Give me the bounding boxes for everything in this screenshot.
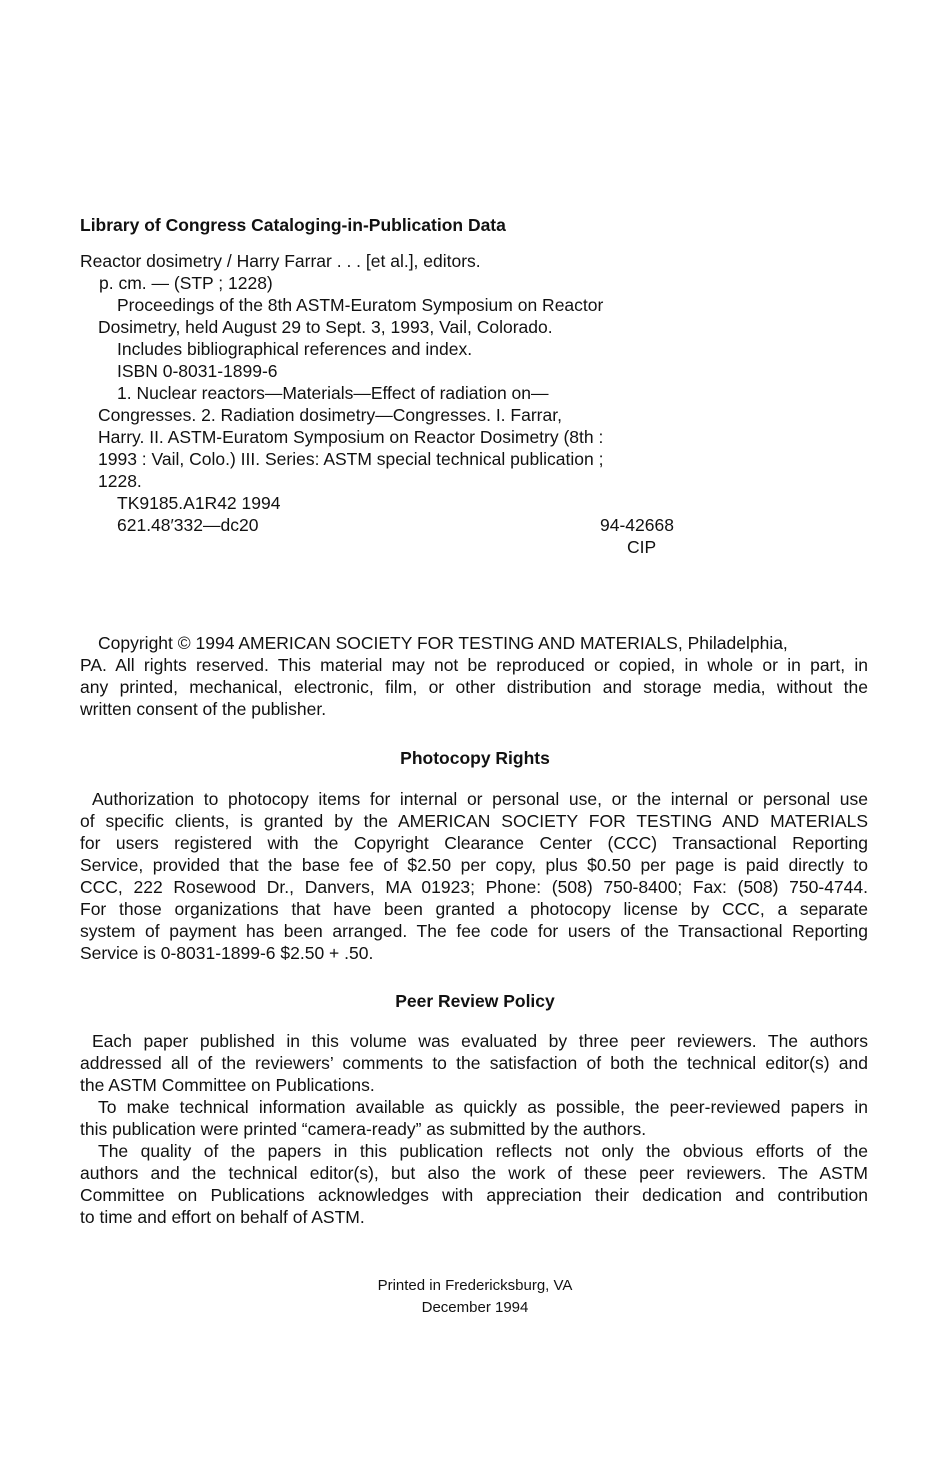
peer-review-line: The quality of the papers in this publication reflects not only the obvious efforts of the bbox=[98, 1141, 868, 1161]
copyright-line: any printed, mechanical, electronic, film, or other distribution and storage media, without the bbox=[80, 677, 868, 697]
peer-review-line: this publication were printed “camera-ready” as submitted by the authors. bbox=[80, 1119, 647, 1139]
peer-review-line: Each paper published in this volume was evaluated by three peer reviewers. The authors bbox=[92, 1031, 868, 1051]
cip-lc-number: 94-42668 bbox=[600, 515, 674, 535]
cip-line: Proceedings of the 8th ASTM-Euratom Symposium on Reactor bbox=[117, 295, 604, 315]
peer-review-line: to time and effort on behalf of ASTM. bbox=[80, 1207, 365, 1227]
cip-line: 1. Nuclear reactors—Materials—Effect of radiation on— bbox=[117, 383, 549, 403]
peer-review-line: authors and the technical editor(s), but also the work of these peer reviewers. The ASTM bbox=[80, 1163, 868, 1183]
photocopy-heading: Photocopy Rights bbox=[400, 748, 550, 768]
peer-review-line: addressed all of the reviewers’ comments to the satisfaction of both the technical editor(s) and bbox=[80, 1053, 868, 1073]
cip-line: 1993 : Vail, Colo.) III. Series: ASTM special technical publication ; bbox=[98, 449, 604, 469]
photocopy-line: system of payment has been arranged. The fee code for users of the Transactional Reporting bbox=[80, 921, 868, 941]
photocopy-line: Authorization to photocopy items for internal or personal use, or the internal or personal use bbox=[92, 789, 868, 809]
photocopy-line: for users registered with the Copyright Clearance Center (CCC) Transactional Reporting bbox=[80, 833, 868, 853]
cip-line: Includes bibliographical references and index. bbox=[117, 339, 473, 359]
cip-line: p. cm. — (STP ; 1228) bbox=[99, 273, 273, 293]
peer-review-line: To make technical information available as quickly as possible, the peer-reviewed papers in bbox=[98, 1097, 868, 1117]
peer-review-line: the ASTM Committee on Publications. bbox=[80, 1075, 375, 1095]
cip-line: Congresses. 2. Radiation dosimetry—Congresses. I. Farrar, bbox=[98, 405, 562, 425]
cip-line: Dosimetry, held August 29 to Sept. 3, 1993, Vail, Colorado. bbox=[98, 317, 553, 337]
cip-classification: 621.48′332—dc20 bbox=[117, 515, 259, 535]
peer-review-line: Committee on Publications acknowledges with appreciation their dedication and contribution bbox=[80, 1185, 868, 1205]
print-date: December 1994 bbox=[421, 1299, 529, 1316]
photocopy-line: For those organizations that have been granted a photocopy license by CCC, a separate bbox=[80, 899, 868, 919]
peer-review-heading: Peer Review Policy bbox=[395, 991, 555, 1011]
photocopy-line: Service is 0-8031-1899-6 $2.50 + .50. bbox=[80, 943, 374, 963]
photocopy-line: of specific clients, is granted by the AMERICAN SOCIETY FOR TESTING AND MATERIALS bbox=[80, 811, 868, 831]
cip-heading: Library of Congress Cataloging-in-Publication Data bbox=[80, 215, 506, 235]
printed-in: Printed in Fredericksburg, VA bbox=[377, 1277, 573, 1294]
cip-line: ISBN 0-8031-1899-6 bbox=[117, 361, 278, 381]
copyright-line: written consent of the publisher. bbox=[80, 699, 327, 719]
photocopy-line: CCC, 222 Rosewood Dr., Danvers, MA 01923; Phone: (508) 750-8400; Fax: (508) 750-4744. bbox=[80, 877, 868, 897]
photocopy-line: Service, provided that the base fee of $2.50 per copy, plus $0.50 per page is paid directly to bbox=[80, 855, 868, 875]
copyright-line: Copyright © 1994 AMERICAN SOCIETY FOR TESTING AND MATERIALS, Philadelphia, bbox=[98, 633, 788, 653]
cip-line: Harry. II. ASTM-Euratom Symposium on Reactor Dosimetry (8th : bbox=[98, 427, 604, 447]
cip-line: 1228. bbox=[98, 471, 142, 491]
cip-line: Reactor dosimetry / Harry Farrar . . . [et al.], editors. bbox=[80, 251, 481, 271]
copyright-line: PA. All rights reserved. This material may not be reproduced or copied, in whole or in part, in bbox=[80, 655, 868, 675]
cip-call-number: TK9185.A1R42 1994 bbox=[117, 493, 281, 513]
cip-label: CIP bbox=[627, 537, 657, 557]
